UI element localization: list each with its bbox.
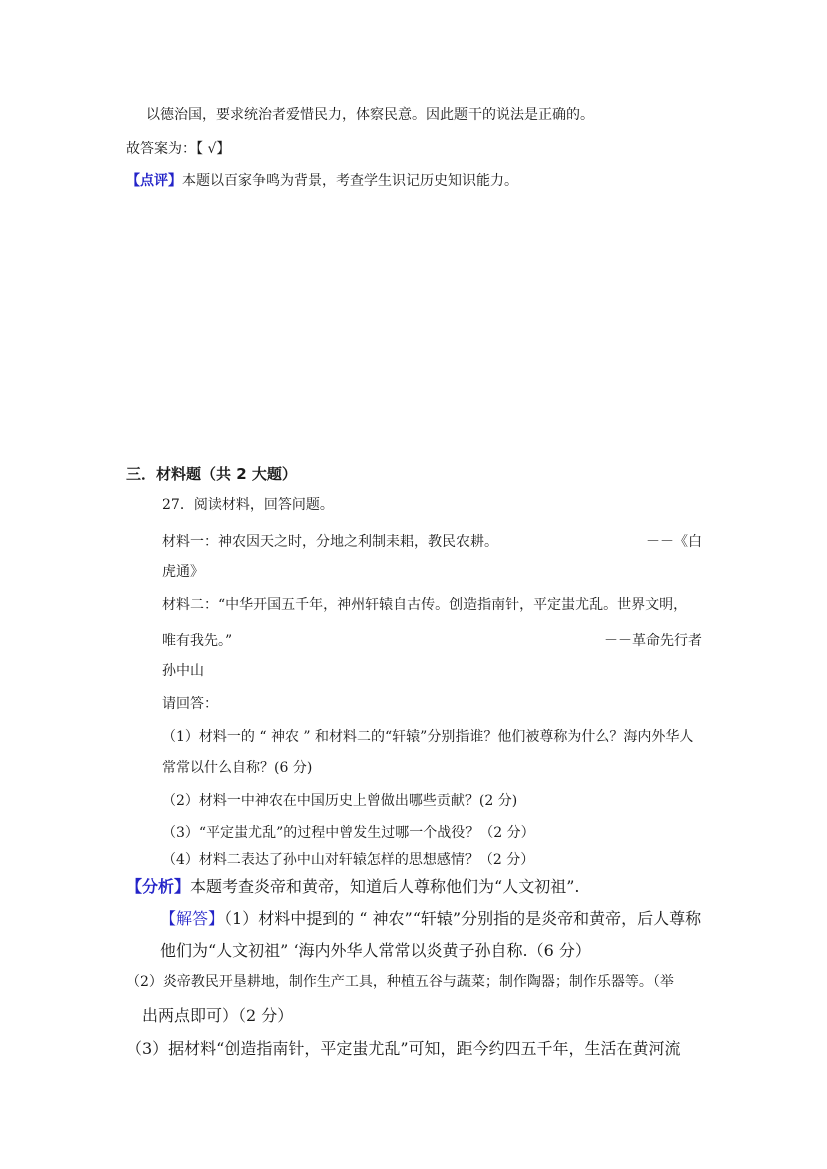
material-one-line bbox=[162, 531, 702, 551]
comment-tag: 【点评】 bbox=[126, 173, 182, 189]
answer-continuation-line: 以德治国，要求统治者爱惜民力，体察民意。因此题干的说法是正确的。 bbox=[146, 107, 594, 123]
material-one-source: －－《白 bbox=[646, 534, 702, 550]
solution-answer-2: （2）炎帝教民开垦耕地，制作生产工具，种植五谷与蔬菜；制作陶器；制作乐器等。（举 bbox=[126, 974, 674, 990]
comment-line bbox=[126, 173, 518, 190]
solution-answer-2-cont: 出两点即可）（2 分） bbox=[142, 1006, 294, 1025]
material-two-source-cont: 孙中山 bbox=[162, 663, 204, 679]
material-one-text: 材料一：神农因天之时，分地之利制耒耜，教民农耕。 bbox=[162, 534, 498, 550]
material-one-source-cont: 虎通》 bbox=[162, 564, 204, 580]
question-2: （2）材料一中神农在中国历史上曾做出哪些贡献？(2 分) bbox=[162, 793, 518, 809]
solution-line bbox=[160, 909, 701, 928]
comment-text: 本题以百家争鸣为背景，考查学生识记历史知识能力。 bbox=[182, 173, 518, 189]
answer-line: 故答案为：【 √】 bbox=[126, 141, 231, 157]
solution-answer-1: （1）材料中提到的 “ 神农”“轩辕”分别指的是炎帝和黄帝，后人尊称 bbox=[224, 909, 702, 928]
material-two-source: －－革命先行者 bbox=[604, 633, 702, 649]
analysis-line bbox=[126, 877, 579, 896]
question-4: （4）材料二表达了孙中山对轩辕怎样的思想感情？（2 分） bbox=[162, 852, 535, 868]
solution-answer-1-cont: 他们为“人文初祖” ‘海内外华人常常以炎黄子孙自称.（6 分） bbox=[160, 941, 591, 960]
material-two-text: 材料二：“中华开国五千年，神州轩辕自古传。创造指南针，平定蚩尤乱。世界文明， bbox=[162, 597, 688, 613]
solution-answer-3: （3）据材料“创造指南针，平定蚩尤乱”可知，距今约四五千年，生活在黄河流 bbox=[126, 1039, 681, 1058]
section-heading: 三．材料题（共 2 大题） bbox=[126, 465, 297, 483]
question-3: （3）“平定蚩尤乱”的过程中曾发生过哪一个战役？（2 分） bbox=[162, 825, 535, 841]
question-intro: 27．阅读材料，回答问题。 bbox=[162, 497, 334, 513]
question-1-cont: 常常以什么自称？(6 分) bbox=[162, 760, 313, 776]
question-1: （1）材料一的 “ 神农 ” 和材料二的“轩辕”分别指谁？他们被尊称为什么？海内外华人 bbox=[162, 729, 694, 745]
analysis-text: 本题考查炎帝和黄帝，知道后人尊称他们为“人文初祖”. bbox=[190, 877, 580, 896]
please-answer: 请回答： bbox=[162, 696, 218, 712]
material-two-text-cont: 唯有我先。” bbox=[162, 633, 233, 649]
solution-tag: 【解答】 bbox=[160, 909, 225, 928]
analysis-tag: 【分析】 bbox=[126, 877, 191, 896]
material-two-line bbox=[162, 630, 702, 650]
